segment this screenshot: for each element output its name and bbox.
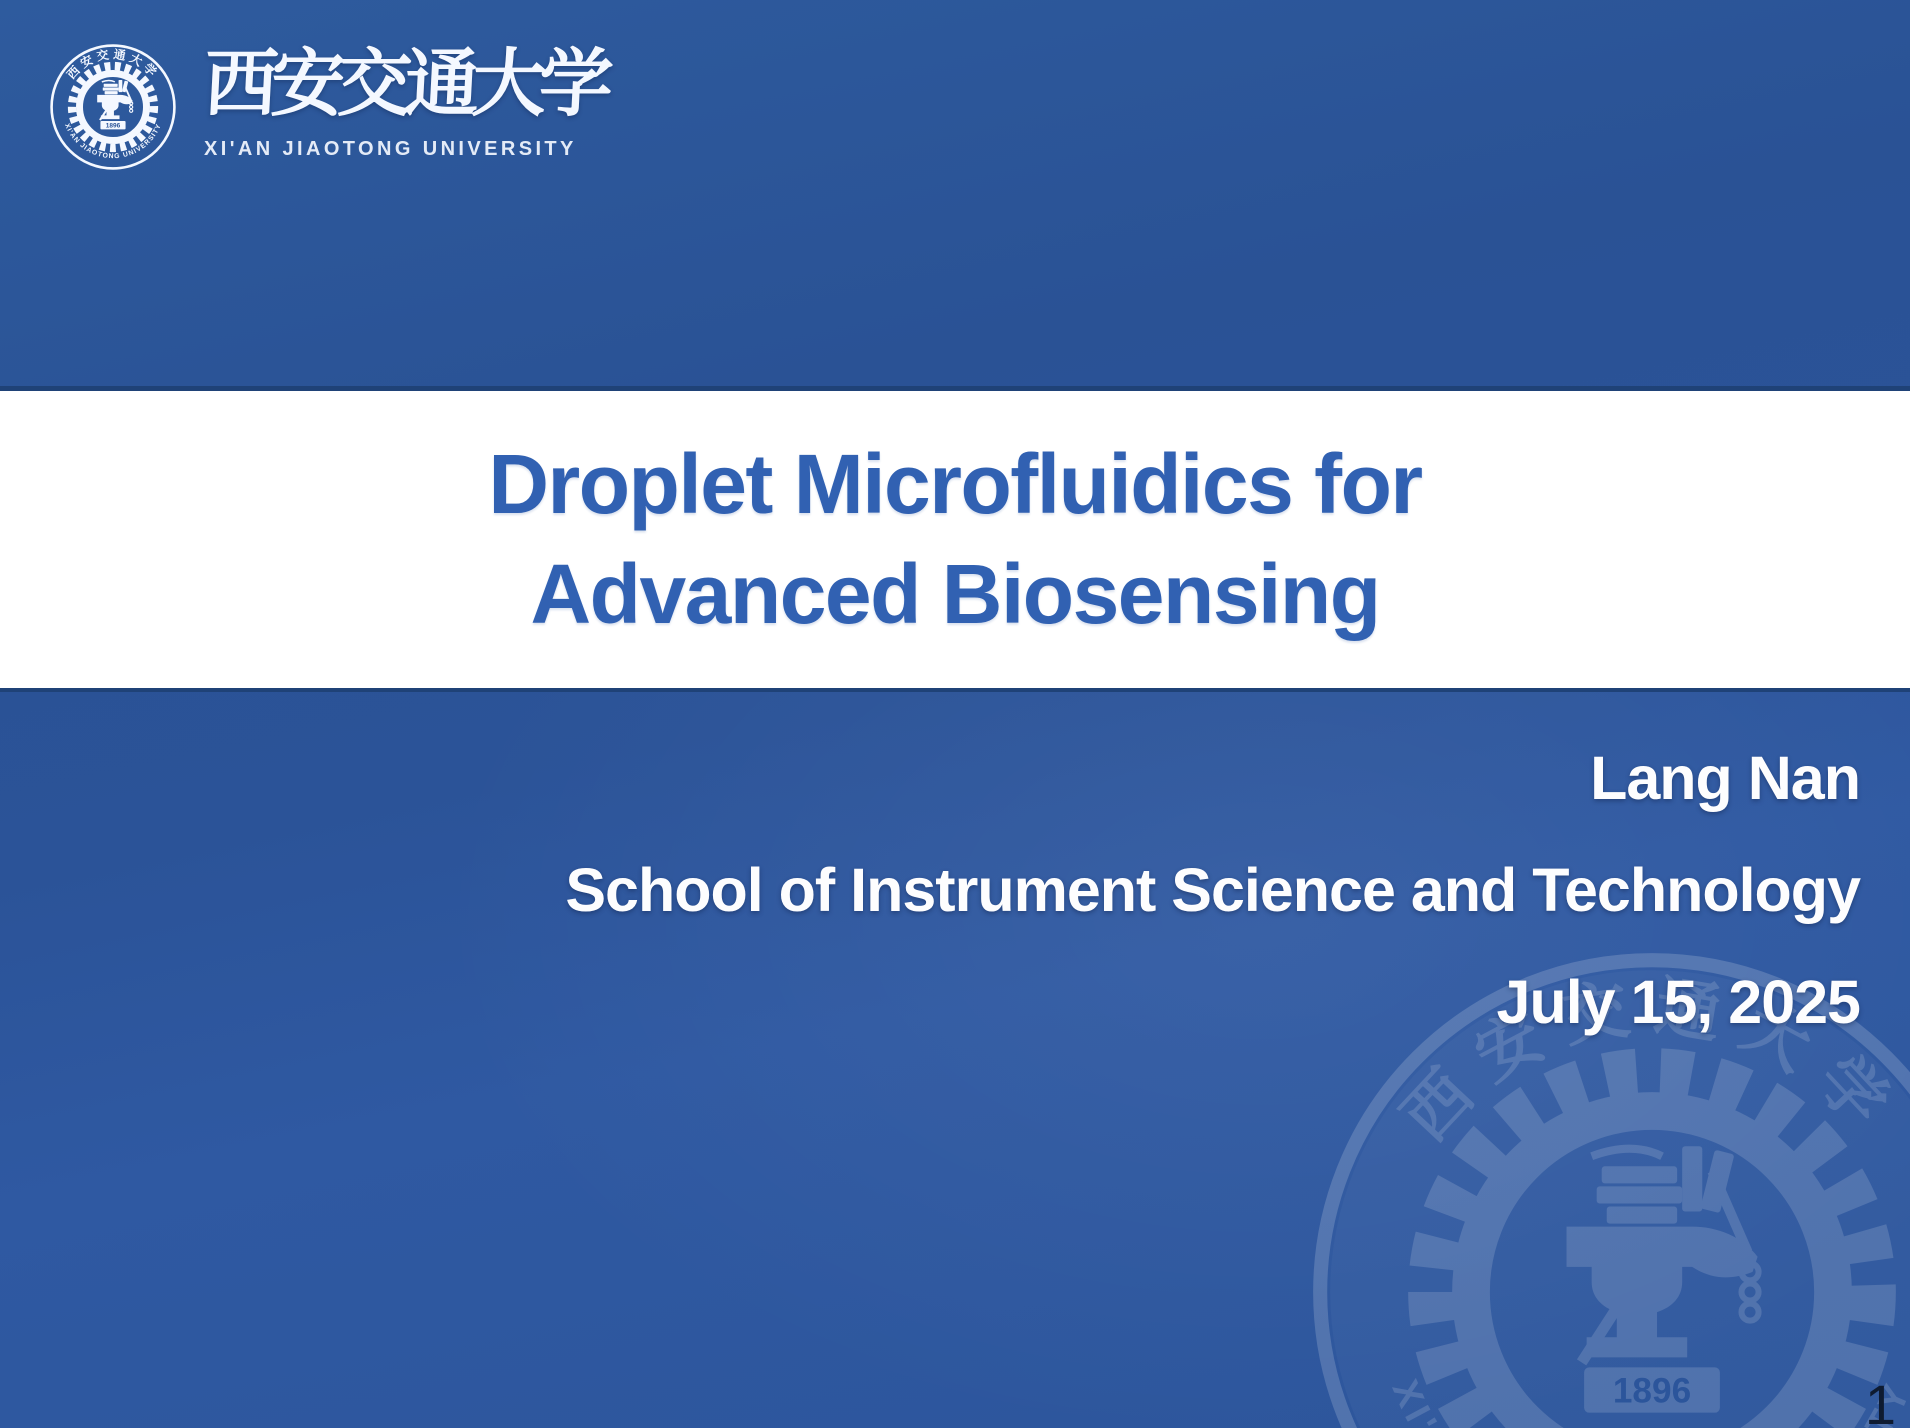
author-name: Lang Nan [1590,744,1860,812]
title-band [0,386,1910,692]
presentation-date: July 15, 2025 [1496,968,1860,1036]
slide-title-line2: Advanced Biosensing [530,546,1380,641]
xjtu-seal-icon [46,40,180,174]
university-calligraphy: 西安交通大学 [201,42,609,125]
author-block [565,722,1860,1058]
affiliation: School of Instrument Science and Technology [565,856,1860,924]
slide-title [488,430,1421,648]
page-number: 1 [1864,1373,1896,1428]
university-name: XI'AN JIAOTONG UNIVERSITY [204,138,577,160]
slide-title-line1: Droplet Microfluidics for [488,437,1422,532]
